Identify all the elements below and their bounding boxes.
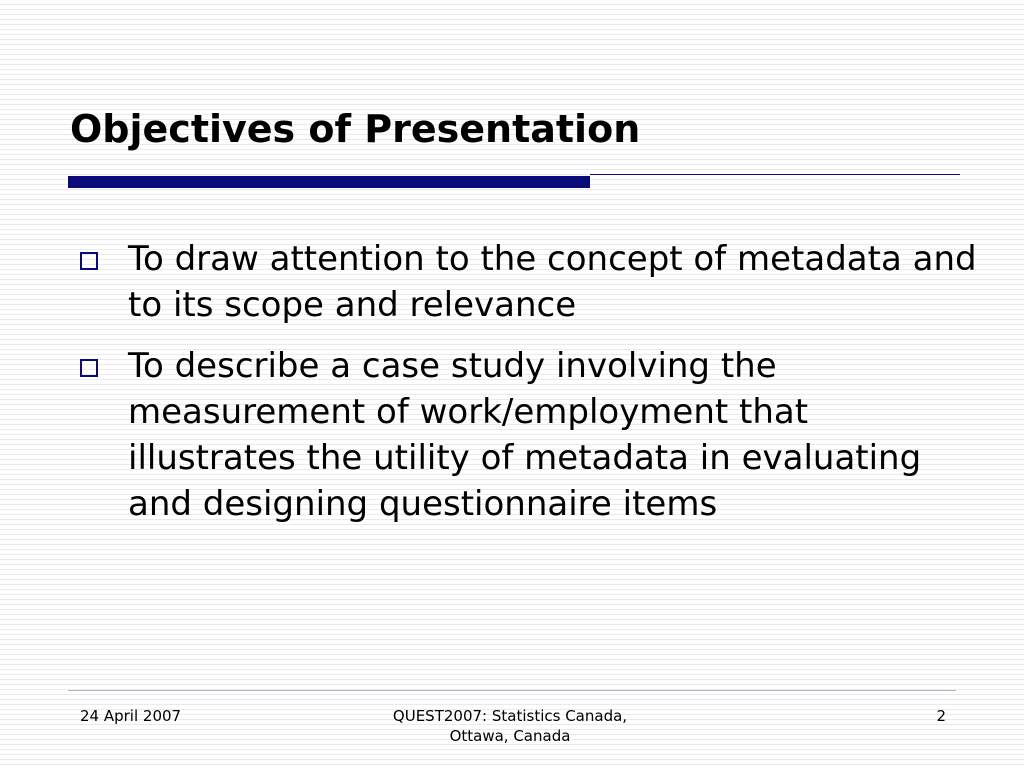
footer-presentation-info xyxy=(360,706,660,746)
bullet-item xyxy=(78,343,978,527)
hollow-square-bullet-icon xyxy=(80,252,98,270)
title-underline-thick xyxy=(68,176,590,188)
footer-page-number: 2 xyxy=(936,707,946,725)
footer-date: 24 April 2007 xyxy=(80,707,182,725)
bullet-item xyxy=(78,236,978,328)
footer-presentation-line-2: Ottawa, Canada xyxy=(449,727,571,745)
footer-presentation-line-1: QUEST2007: Statistics Canada, xyxy=(392,707,628,725)
footer-divider xyxy=(68,690,956,691)
bullet-text: To describe a case study involving the measurement of work/employment that illustrates the utility of metadata in evaluating and designing questionnaire items xyxy=(128,346,922,524)
title-underline-thin xyxy=(590,174,960,175)
bullet-text: To draw attention to the concept of metadata and to its scope and relevance xyxy=(128,239,977,325)
slide-title: Objectives of Presentation xyxy=(70,107,641,151)
bullet-list xyxy=(78,236,978,542)
hollow-square-bullet-icon xyxy=(80,359,98,377)
